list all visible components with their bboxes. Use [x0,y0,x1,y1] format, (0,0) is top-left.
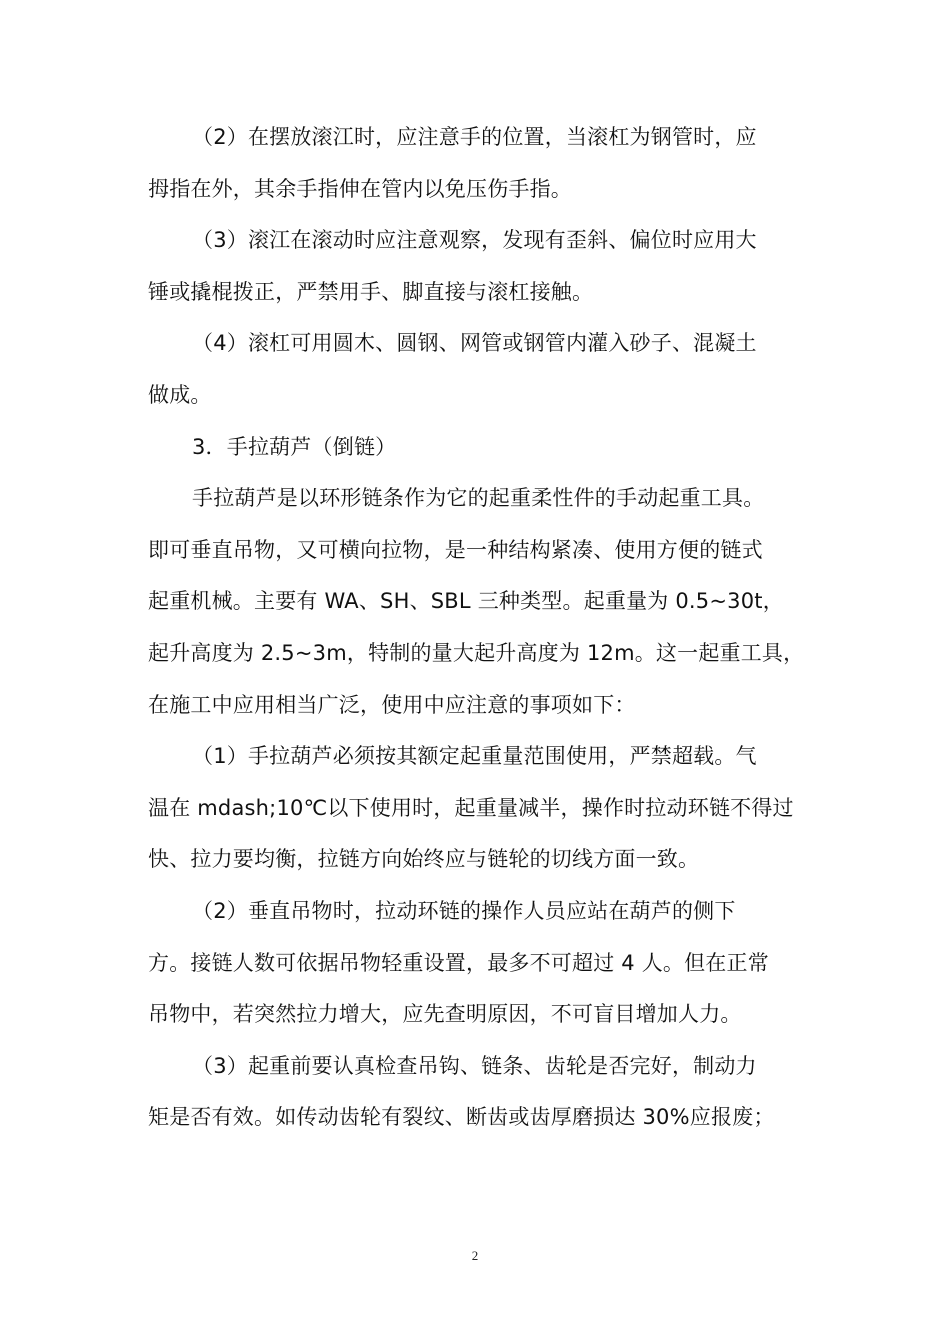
text-line: 做成。 [148,382,212,407]
section-heading: 3．手拉葫芦（倒链） [192,434,397,459]
text-line: （3）滚江在滚动时应注意观察，发现有歪斜、偏位时应用大 [192,228,757,253]
text-line: 温在 mdash;10℃以下使用时，起重量减半，操作时拉动环链不得过 [148,795,794,820]
text-line: 快、拉力要均衡，拉链方向始终应与链轮的切线方面一致。 [148,847,700,872]
text-line: 吊物中，若突然拉力增大，应先查明原因，不可盲目增加人力。 [148,1002,742,1027]
text-line: （2）在摆放滚江时，应注意手的位置，当滚杠为钢管时，应 [192,125,757,149]
text-line: （3）起重前要认真检查吊钩、链条、齿轮是否完好，制动力 [192,1053,757,1078]
text-line: 方。接链人数可依据吊物轻重设置，最多不可超过 4 人。但在正常 [148,950,769,975]
text-line: 起升高度为 2.5~3m，特制的量大起升高度为 12m。这一起重工具， [148,640,805,665]
page-number: 2 [471,1248,479,1263]
text-line: （1）手拉葫芦必须按其额定起重量范围使用，严禁超载。气 [192,744,757,769]
text-line: 起重机械。主要有 WA、SH、SBL 三种类型。起重量为 0.5~30t， [148,589,784,614]
body-text [148,112,808,1144]
text-line: （2）垂直吊物时，拉动环链的操作人员应站在葫芦的侧下 [192,898,736,923]
text-line: 矩是否有效。如传动齿轮有裂纹、断齿或齿厚磨损达 30%应报废； [148,1105,775,1130]
text-line: 锤或撬棍拨正，严禁用手、脚直接与滚杠接触。 [148,279,594,304]
text-line: 在施工中应用相当广泛，使用中应注意的事项如下： [148,692,636,717]
text-line: 手拉葫芦是以环形链条作为它的起重柔性件的手动起重工具。 [192,486,765,511]
text-line: 拇指在外，其余手指伸在管内以免压伤手指。 [148,176,572,201]
text-line: 即可垂直吊物，又可横向拉物，是一种结构紧凑、使用方便的链式 [148,537,763,562]
text-line: （4）滚杠可用圆木、圆钢、网管或钢管内灌入砂子、混凝土 [192,331,757,356]
